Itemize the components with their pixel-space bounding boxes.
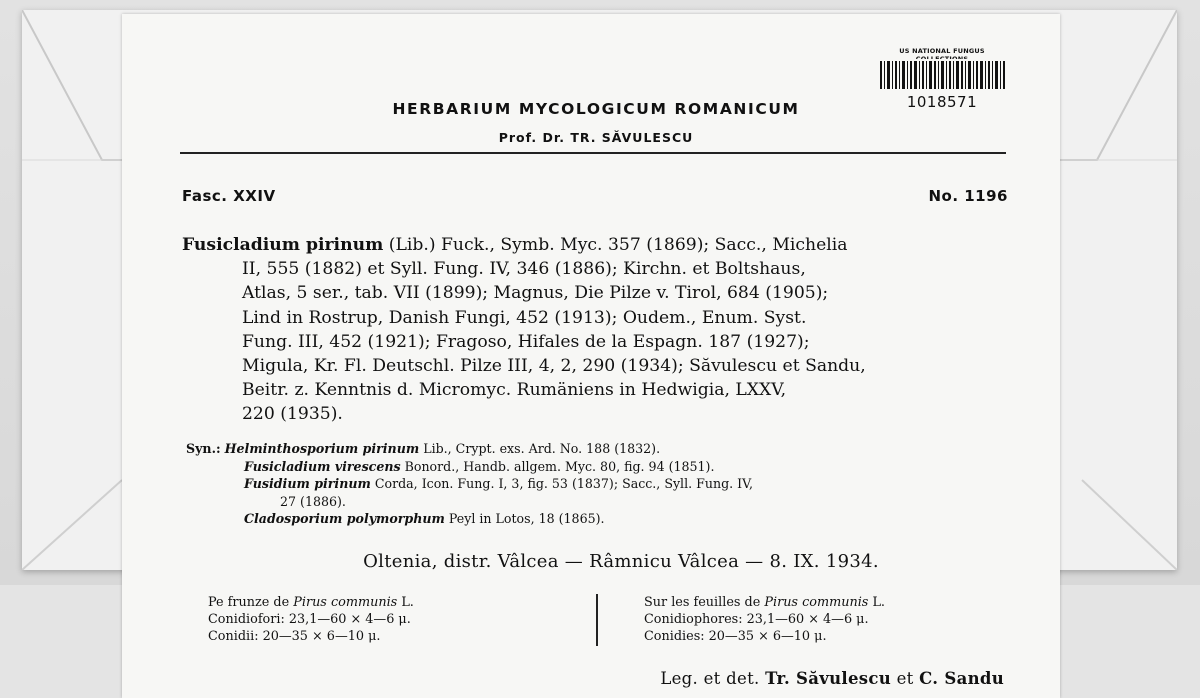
- citation-line: Lind in Rostrup, Danish Fungi, 452 (1913); Oudem., Enum. Syst.: [242, 307, 807, 328]
- header-divider: [180, 152, 1006, 154]
- host-text: Sur les feuilles de: [644, 595, 761, 610]
- host-line: [208, 594, 414, 611]
- conidia-line: Conidii: 20—35 × 6—10 μ.: [208, 629, 381, 644]
- specimen-number: No. 1196: [928, 187, 1008, 205]
- conidiophores-line: Conidiophores: 23,1—60 × 4—6 μ.: [644, 612, 869, 627]
- host-name: Pirus communis: [293, 595, 398, 610]
- conidiophores-line: Conidiofori: 23,1—60 × 4—6 μ.: [208, 612, 411, 627]
- synonym-name: Fusicladium virescens: [244, 458, 401, 474]
- host-author: L.: [872, 595, 886, 610]
- collector-name: Tr. Săvulescu: [765, 669, 892, 688]
- citation-line: 220 (1935).: [242, 404, 343, 425]
- citation-line: Atlas, 5 ser., tab. VII (1899); Magnus, Die Pilze v. Tirol, 684 (1905);: [242, 283, 829, 304]
- professor-line: [122, 130, 1060, 145]
- locality: Oltenia, distr. Vâlcea — Râmnicu Vâlcea — 8. IX. 1934.: [363, 551, 879, 572]
- herbarium-title-text: HERBARIUM MYCOLOGICUM ROMANICUM: [392, 100, 800, 118]
- host-info-french: [644, 594, 885, 645]
- host-name: Pirus communis: [764, 595, 869, 610]
- citation-line: Migula, Kr. Fl. Deutschl. Pilze III, 4, 2, 290 (1934); Săvulescu et Sandu,: [242, 356, 866, 377]
- synonym-line: [186, 493, 1006, 511]
- host-text: Pe frunze de: [208, 595, 290, 610]
- synonym-name: Helminthosporium pirinum: [224, 441, 420, 456]
- synonym-ref: Peyl in Lotos, 18 (1865).: [448, 511, 605, 527]
- collection-name: US NATIONAL FUNGUS: [899, 47, 985, 55]
- host-info-romanian: [208, 594, 414, 645]
- citation-text: (Lib.) Fuck., Symb. Myc. 357 (1869); Sacc., Michelia: [388, 235, 848, 255]
- citation-line: Fung. III, 452 (1921); Fragoso, Hifales de la Espagn. 187 (1927);: [242, 331, 810, 352]
- host-author: L.: [401, 595, 414, 610]
- synonyms: [186, 440, 1006, 528]
- citation-line: II, 555 (1882) et Syll. Fung. IV, 346 (1886); Kirchn. et Boltshaus,: [242, 259, 806, 280]
- synonym-ref: Corda, Icon. Fung. I, 3, fig. 53 (1837); Sacc., Syll. Fung. IV,: [374, 476, 754, 492]
- conidia-line: Conidies: 20—35 × 6—10 μ.: [644, 629, 827, 644]
- collector-line: [660, 669, 1004, 688]
- synonym-line: [186, 475, 1006, 493]
- citation-line: Beitr. z. Kenntnis d. Micromyc. Rumäniens in Hedwigia, LXXV,: [242, 380, 787, 401]
- synonym-ref: Lib., Crypt. exs. Ard. No. 188 (1832).: [423, 441, 661, 456]
- collector-conjunction: et: [896, 669, 914, 688]
- fascicle: Fasc. XXIV: [182, 187, 276, 205]
- host-line: [644, 594, 885, 611]
- synonym-ref: 27 (1886).: [280, 493, 346, 509]
- collector-prefix: Leg. et det.: [660, 669, 760, 688]
- species-citation: [182, 233, 1006, 427]
- barcode-number: 1018571: [906, 93, 978, 111]
- synonym-name: Fusidium pirinum: [244, 476, 371, 492]
- herbarium-label: [122, 14, 1060, 698]
- herbarium-title: [122, 100, 1060, 118]
- column-divider: [596, 594, 598, 646]
- synonym-ref: Bonord., Handb. allgem. Myc. 80, fig. 94 (1851).: [404, 458, 715, 474]
- synonym-line: [186, 440, 1006, 458]
- professor-text: Prof. Dr. TR. SĂVULESCU: [498, 130, 694, 145]
- species-name: Fusicladium pirinum: [182, 235, 384, 255]
- collector-name: C. Sandu: [919, 669, 1004, 688]
- citation-line: [182, 233, 1006, 257]
- synonym-label: Syn.:: [186, 441, 221, 456]
- synonym-name: Cladosporium polymorphum: [244, 511, 445, 527]
- barcode-icon: [878, 59, 1008, 91]
- synonym-line: [186, 510, 1006, 528]
- synonym-line: [186, 458, 1006, 476]
